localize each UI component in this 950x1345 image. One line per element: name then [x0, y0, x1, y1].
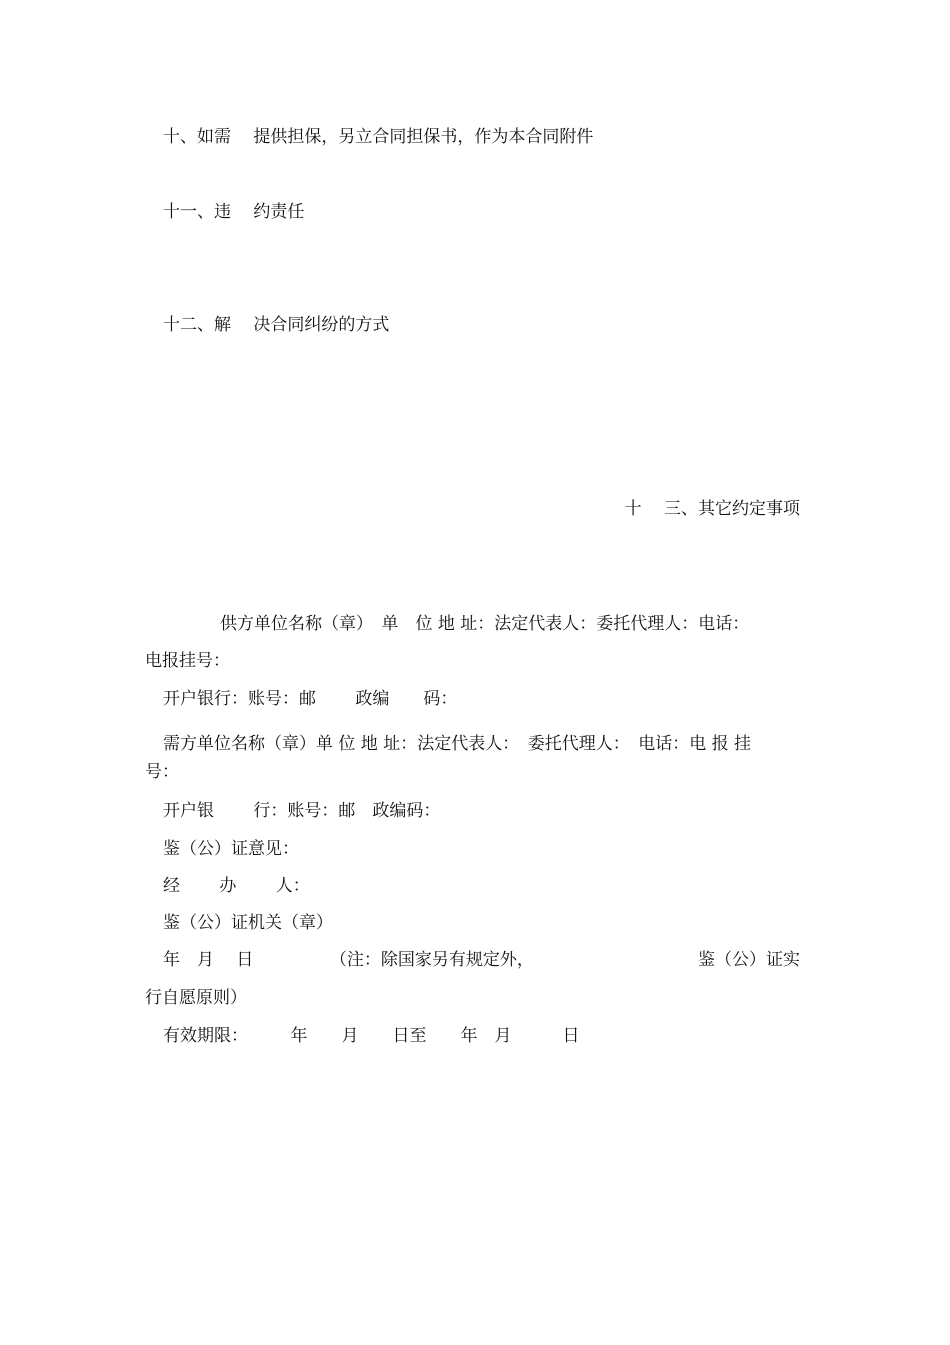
notary-office: 鉴（公）证机关（章）: [163, 913, 333, 933]
supplier-bank: 开户银行：账号：邮 政编 码：: [163, 689, 458, 709]
supplier-info-line: 供方单位名称（章） 单 位 地 址：法定代表人：委托代理人：电话：: [220, 614, 750, 634]
date-note: 年 月 日 （注：除国家另有规定外，: [163, 950, 534, 970]
notary-handler: 经 办 人：: [163, 876, 310, 896]
notary-opinion: 鉴（公）证意见：: [163, 839, 299, 859]
section-13-other: 十 三、其它约定事项: [624, 499, 800, 519]
supplier-telegraph: 电报挂号：: [145, 651, 230, 671]
validity-period: 有效期限： 年 月 日至 年 月 日: [163, 1026, 580, 1046]
section-11-liability: 十一、违 约责任: [163, 202, 305, 222]
section-12-dispute: 十二、解 决合同纠纷的方式: [163, 315, 390, 335]
buyer-info-line: 需方单位名称（章）单 位 地 址：法定代表人： 委托代理人： 电话：电 报 挂: [163, 734, 752, 754]
section-10-guarantee: 十、如需 提供担保，另立合同担保书，作为本合同附件: [163, 127, 594, 147]
buyer-bank: 开户银 行：账号：邮 政编码：: [163, 801, 441, 821]
date-note-cont: 行自愿原则）: [145, 988, 247, 1008]
date-note-end: 鉴（公）证实: [698, 950, 800, 970]
buyer-telegraph: 号：: [145, 762, 179, 782]
